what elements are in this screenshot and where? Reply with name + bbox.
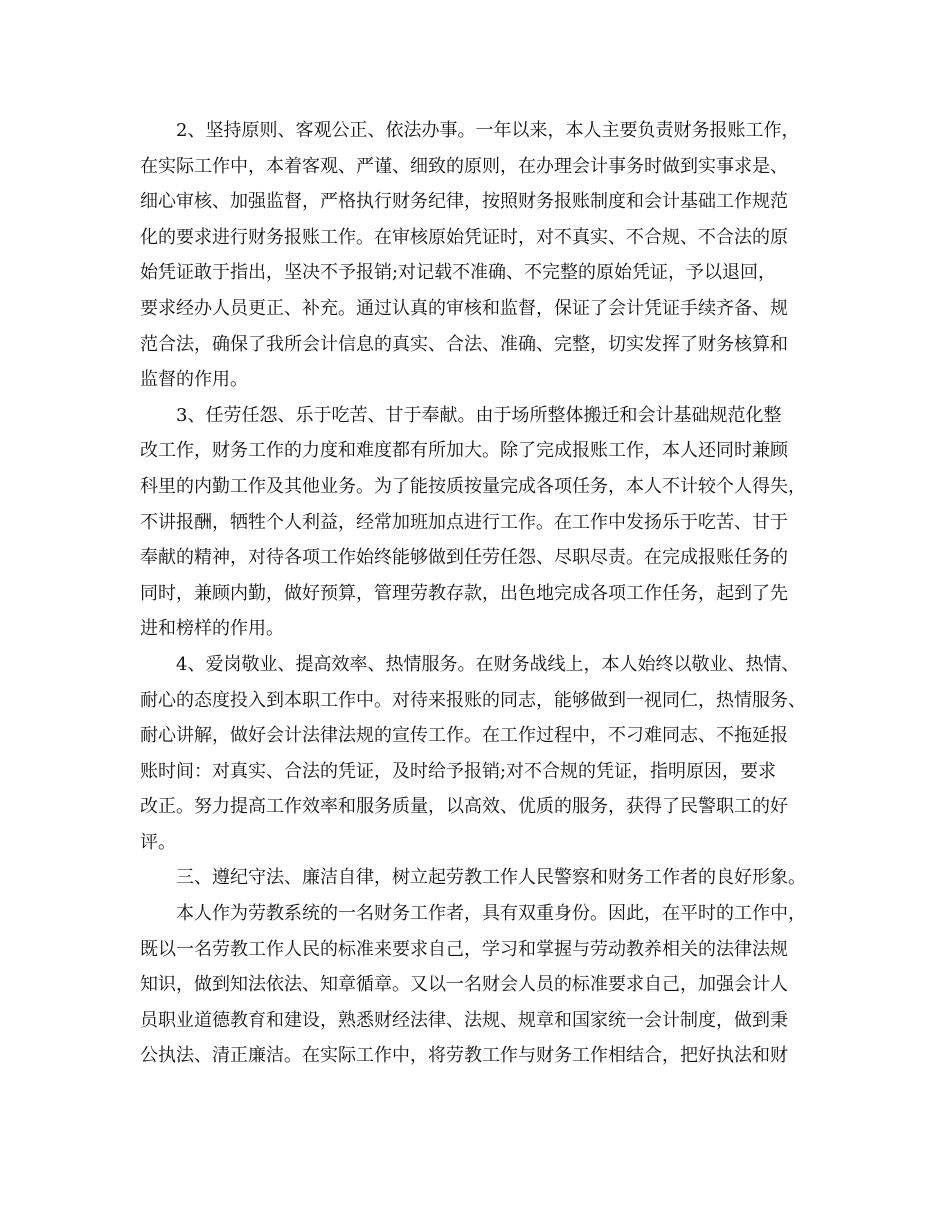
text-line: 化的要求进行财务报账工作。在审核原始凭证时，对不真实、不合规、不合法的原 (140, 226, 788, 248)
text-line: 本人作为劳教系统的一名财务工作者，具有双重身份。因此，在平时的工作中， (140, 903, 806, 925)
document-body (140, 113, 830, 1074)
text-line: 细心审核、加强监督，严格执行财务纪律，按照财务报账制度和会计基础工作规范 (140, 191, 788, 213)
text-line: 耐心的态度投入到本职工作中。对待来报账的同志，能够做到一视同仁，热情服务、 (140, 689, 806, 711)
text-line: 三、遵纪守法、廉洁自律，树立起劳教工作人民警察和财务工作者的良好形象。 (140, 867, 806, 889)
text-line: 改工作，财务工作的力度和难度都有所加大。除了完成报账工作，本人还同时兼顾 (140, 440, 788, 462)
text-line: 员职业道德教育和建设，熟悉财经法律、法规、规章和国家统一会计制度，做到秉 (140, 1009, 788, 1031)
text-line: 范合法，确保了我所会计信息的真实、合法、准确、完整，切实发挥了财务核算和 (140, 333, 788, 355)
text-line: 始凭证敢于指出，坚决不予报销;对记载不准确、不完整的原始凭证，予以退回， (140, 262, 777, 284)
text-line: 改正。努力提高工作效率和服务质量，以高效、优质的服务，获得了民警职工的好 (140, 796, 788, 818)
text-line: 同时，兼顾内勤，做好预算，管理劳教存款，出色地完成各项工作任务，起到了先 (140, 582, 788, 604)
text-line: 评。 (140, 831, 176, 853)
text-line: 在实际工作中，本着客观、严谨、细致的原则，在办理会计事务时做到实事求是、 (140, 155, 788, 177)
text-line: 公执法、清正廉洁。在实际工作中，将劳教工作与财务工作相结合，把好执法和财 (140, 1045, 788, 1067)
text-line: 不讲报酬，牺牲个人利益，经常加班加点进行工作。在工作中发扬乐于吃苦、甘于 (140, 511, 788, 533)
text-line: 要求经办人员更正、补充。通过认真的审核和监督，保证了会计凭证手续齐备、规 (140, 297, 788, 319)
text-line: 4、爱岗敬业、提高效率、热情服务。在财务战线上，本人始终以敬业、热情、 (140, 653, 800, 675)
text-line: 账时间：对真实、合法的凭证，及时给予报销;对不合规的凭证，指明原因，要求 (140, 760, 777, 782)
text-line: 科里的内勤工作及其他业务。为了能按质按量完成各项任务，本人不计较个人得失， (140, 475, 806, 497)
text-line: 知识，做到知法依法、知章循章。又以一名财会人员的标准要求自己，加强会计人 (140, 974, 788, 996)
text-line: 进和榜样的作用。 (140, 618, 284, 640)
text-line: 2、坚持原则、客观公正、依法办事。一年以来，本人主要负责财务报账工作， (140, 120, 800, 141)
text-line: 3、任劳任怨、乐于吃苦、甘于奉献。由于场所整体搬迁和会计基础规范化整 (140, 404, 782, 426)
text-line: 奉献的精神，对待各项工作始终能够做到任劳任怨、尽职尽责。在完成报账任务的 (140, 547, 788, 569)
text-line: 既以一名劳教工作人民的标准来要求自己，学习和掌握与劳动教养相关的法律法规 (140, 938, 788, 960)
text-line: 耐心讲解，做好会计法律法规的宣传工作。在工作过程中，不刁难同志、不拖延报 (140, 725, 788, 747)
text-line: 监督的作用。 (140, 369, 248, 391)
